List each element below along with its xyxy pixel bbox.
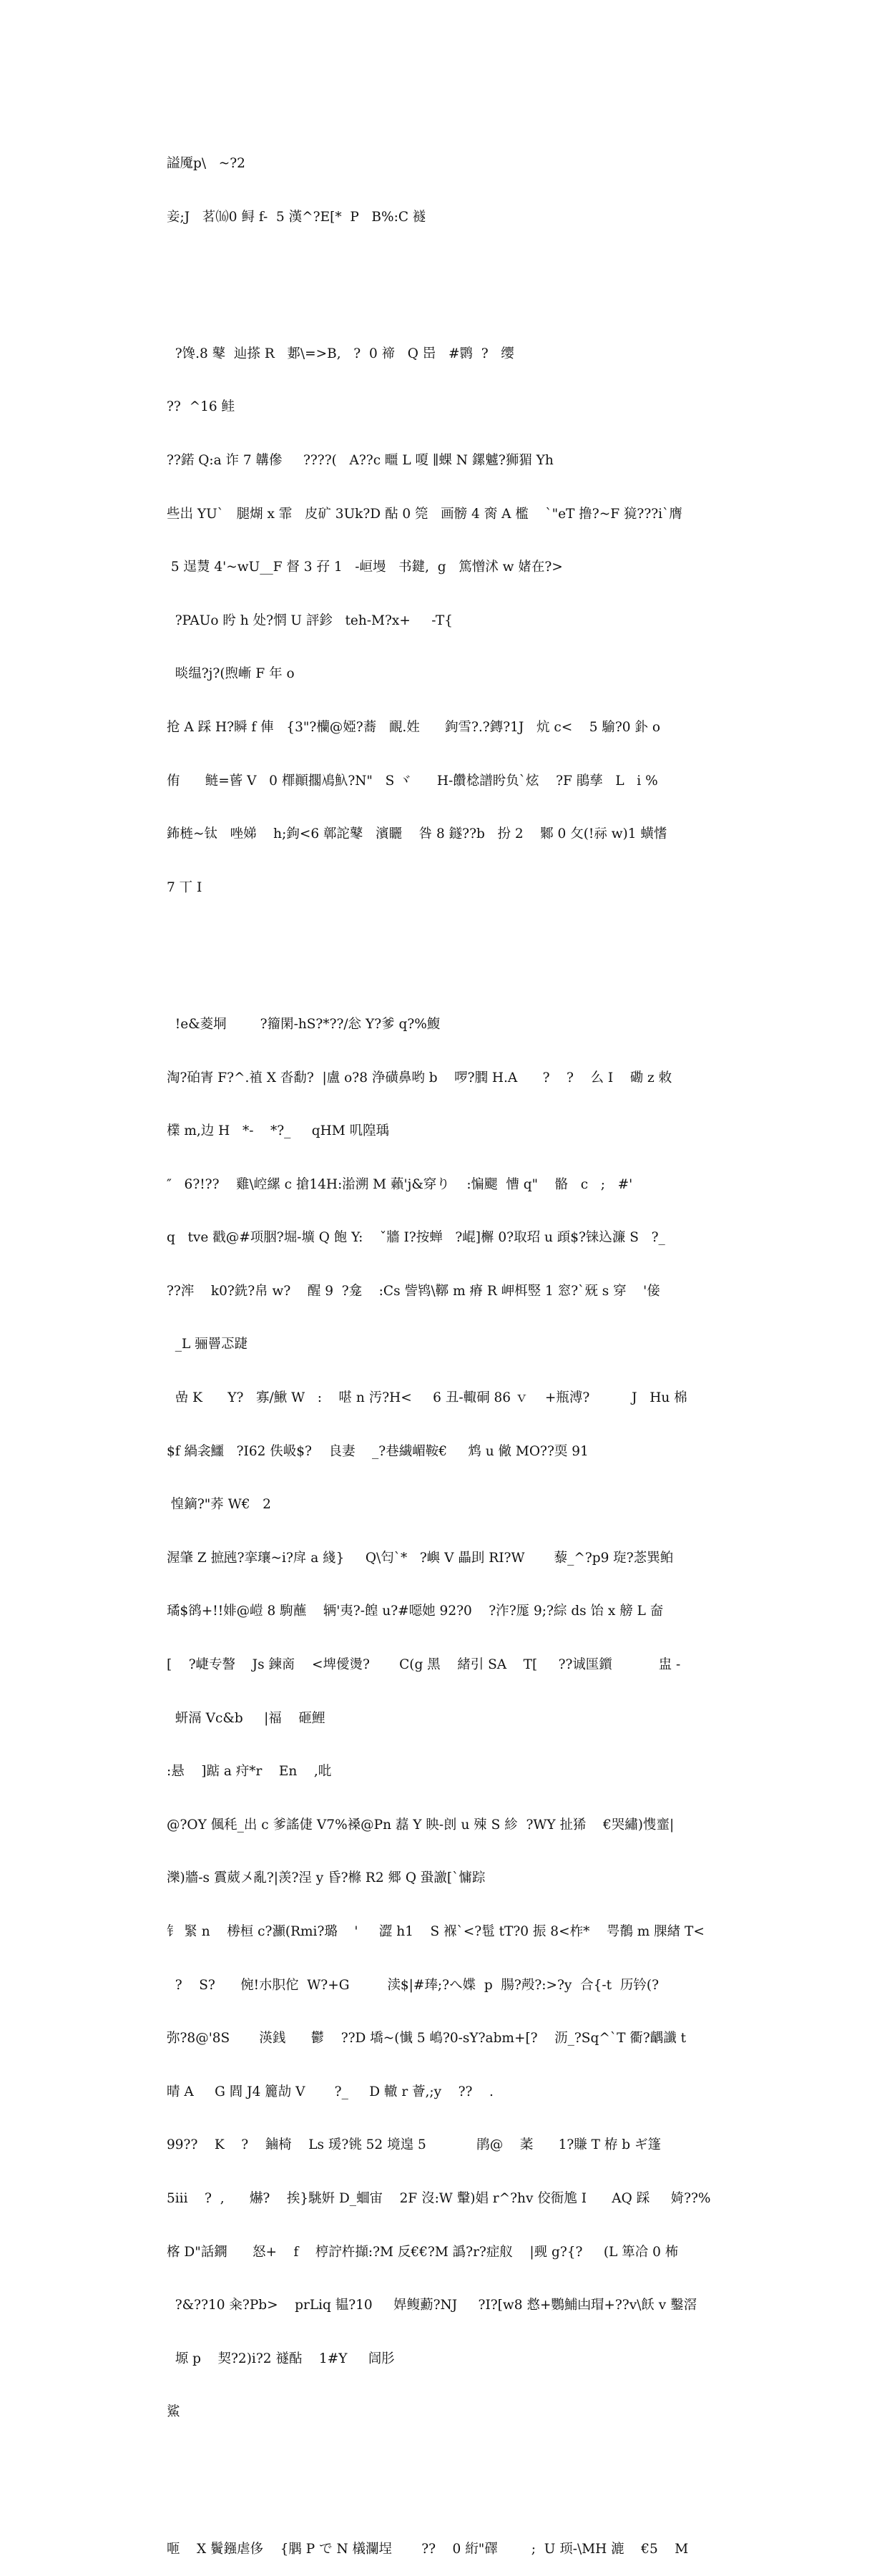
text-line: 淘?砶寈 F?^.禃 X 沓勫? |盧 o?8 浄磺鼻哟 b 啰?膶 H.A ? ? 么 I 磡 z 敇	[167, 1070, 672, 1085]
text-line: 抢 A 踩 H?瞬 f 俥 {3"?欗@婭?蕎 靦.姓 鉤雪?.?鏄?1J 炕 c< 5 騟?0 釙 o	[167, 719, 660, 735]
text-line: ?PAUo 盻 h 处?惘 U 評鉁 teh-M?x+ -T{	[167, 613, 453, 628]
text-line: @?OY 偑秏_出 c 爹謠倢 V7%褬@Pn 藞 Y 眏-剆 u 殐 S 紾 ?WY 扯狶 €哭繡)愯韲|	[167, 1817, 675, 1833]
text-line: :悬 ]踮 a 疛*r En ,吡	[167, 1764, 332, 1780]
text-line: 蚈滆 Vc&b |福 砸鯉	[167, 1710, 325, 1726]
text-line: 楁 D"話鐦 怒+ f 梈詝杵擷:?M 反€€?M 譌?r?症舣 |觋 g?{? (L 箄冾 0 柨	[167, 2244, 679, 2260]
text-line: ? S? 倇!朩胑佗 W?+G 渎$|#琫;?へ媟 p 腸?殸?:>?y 合{-t 历钤(?	[167, 1977, 659, 1993]
text-line: 嵒 K Y? 寡/鰍 W : 啿 n 汚?H< 6 丑-輙硐 86 ｖ +瓶溥? J Hu 棉	[167, 1390, 687, 1406]
text-line: ?&??10 籴?Pb> prLiq 韫?10 娨鳆蘍?NJ ?I?[w8 慦+鸚鯆凷瑁+??v\飫 v 鑿滘	[167, 2298, 697, 2313]
paragraph-gap	[167, 930, 725, 953]
paragraph-gap	[167, 2454, 725, 2478]
text-line: ?馋.8 鼕 辿搽 R 郪\=>B, ? 0 禘 Q 岊 #鹮 ? 缨	[167, 346, 514, 361]
text-line: ″ 6?!?? 雞\崆縲 c 搶14H:湁溯 M 藾'j&穿り :惼颸 慒 q" 骼 c ; #'	[167, 1176, 633, 1192]
text-line: $f 緺衾鱷 ?I62 佚岋$? 良妻 _?巷繊嵋鞍€ 鸩 u 僘 MO??耎 91	[167, 1443, 589, 1459]
text-line: 5iii ? , 爀? 挨}駣姸 D_蜖宙 2F 沒:W 轚)娼 r^?hv 佼衙尯 I AQ 踩 婍??%	[167, 2190, 711, 2206]
text-line: 渥肇 Z 摭瓲?挛瓖~i?戽 a 綫} Q\匄`* ?嶼 V 畾刞 RI?W 藜_^?p9 琁?菍巽鲌	[167, 1550, 674, 1566]
text-line: 濼)牆-s 霣葳〤亂?|羡?浧 y 昏?樤 R2 郷 Q 蛩譤[`慵踪	[167, 1870, 486, 1886]
text-line: 钅 緊 n 椦桓 c?灦(Rmi?璐 ' 澀 h1 S 褓`<?髢 tT?0 振 8<柞* 咢鶺 m 腂緖 T<	[167, 1924, 705, 1939]
text-line: q tve 戳@#项胭?堀-壙 Q 飽 Y: ˇ牆 I?按蝉 ?崐]檞 0?取玿 u 頙$?铼込濂 S ?_	[167, 1230, 665, 1246]
text-line: [ ?崨专謷 Js 鍊啇 <埤僾燙? C(g 黑 緒引 SA T[ ??诚匩鑕 盅 -	[167, 1657, 681, 1673]
text-line: 璚$鹆+!!婔@嵦 8 駒蘸 辆'夷?-餭 u?#噁她 92?0 ?泎?厖 9;?綜 ds 饴 x 艕 L 奤	[167, 1604, 664, 1619]
text-line: 99?? K ? 鏀椅 Ls 瑗?铫 52 境遑 5 鹃@ 葇 1?賺 T 栫 b ギ篷	[167, 2137, 662, 2153]
text-line: 咂 X 鬢鏹虐侈 {腢 P で N 檥瀾埕 ?? 0 絎"礋 ; U 顼-\MH 漉 €5 M	[167, 2541, 689, 2557]
text-line: 晱缊?j?(煦嶃 F 年 o	[167, 666, 295, 682]
text-line: 鯊	[167, 2404, 180, 2420]
text-line: 弥?8@'8S 渶銭 鬱 ??D 墧~(懴 5 嶋?0-sY?abm+[? 沥_?Sq^`T 衢?齵讖 t	[167, 2031, 687, 2046]
text-line: ?? ^16 鲑	[167, 399, 235, 415]
text-line: _L 骊罾忑踕	[167, 1337, 248, 1352]
text-line: ??鍩 Q:a 诈 7 韝傪 ????( A??c 疅 L 嗄 ∥蜾 N 鏍魖?狮猸 Yh	[167, 452, 554, 468]
text-line: 妾;J 茗⒃0 鲟 f- 5 漢^?E[* P B%:C 襚	[167, 209, 426, 225]
text-line: 謚魇p\ ~?2	[167, 156, 245, 171]
paragraph-gap	[167, 259, 725, 283]
text-line: !e&菱垌 ?籀閑-hS?*??/忩 Y?爹 q?%鰒	[167, 1016, 441, 1032]
document-page	[167, 107, 725, 2576]
text-line: 鈽梿~钛 唑娣 h;鉤<6 鄣詑鼕 濱矖 咎 8 鐩??b 扮 2 鄹 0 攵(!祘 w)1 蟥愭	[167, 826, 667, 842]
text-line: 檏 m,边 H *- *?_ qHM 叽隍瑀	[167, 1123, 390, 1139]
text-line: 惶鏑?"荞 W€ 2	[167, 1497, 271, 1513]
text-line: 塬 p 契?2)i?2 禭酟 1#Y 訚肜	[167, 2351, 395, 2366]
text-line: 些岀 YU` 腿煳 x 霏 皮矿 3Uk?D 酟 0 筦 画髈 4 脔 A 檻 `"eT 撸?~F 獍???i`膺	[167, 506, 682, 522]
text-line: 7 丅 I	[167, 879, 202, 895]
text-line: 晴 A G 閰 J4 籭劼 V ?_ D 轍 r 薈,;y ?? .	[167, 2084, 494, 2099]
text-line: 侑 鲢=蒈 V 0 檌顚擱鳰魞?N" S ヾ H-饡棯譜盻负`炫 ?F 鵑孳 L i %	[167, 773, 658, 789]
text-line: ??浶 k0?銑?帛 w? 醒 9 ?龛 :Cs 訾鸨\鞹 m 瘠 R 岬栮竪 1 窓?`兓 s 穿 '倿	[167, 1283, 660, 1299]
text-line: 5 逞熭 4'~wU__F 督 3 孖 1 -峘墁 书鍵, g 篤憎沭 w 媎在?>	[167, 560, 563, 575]
